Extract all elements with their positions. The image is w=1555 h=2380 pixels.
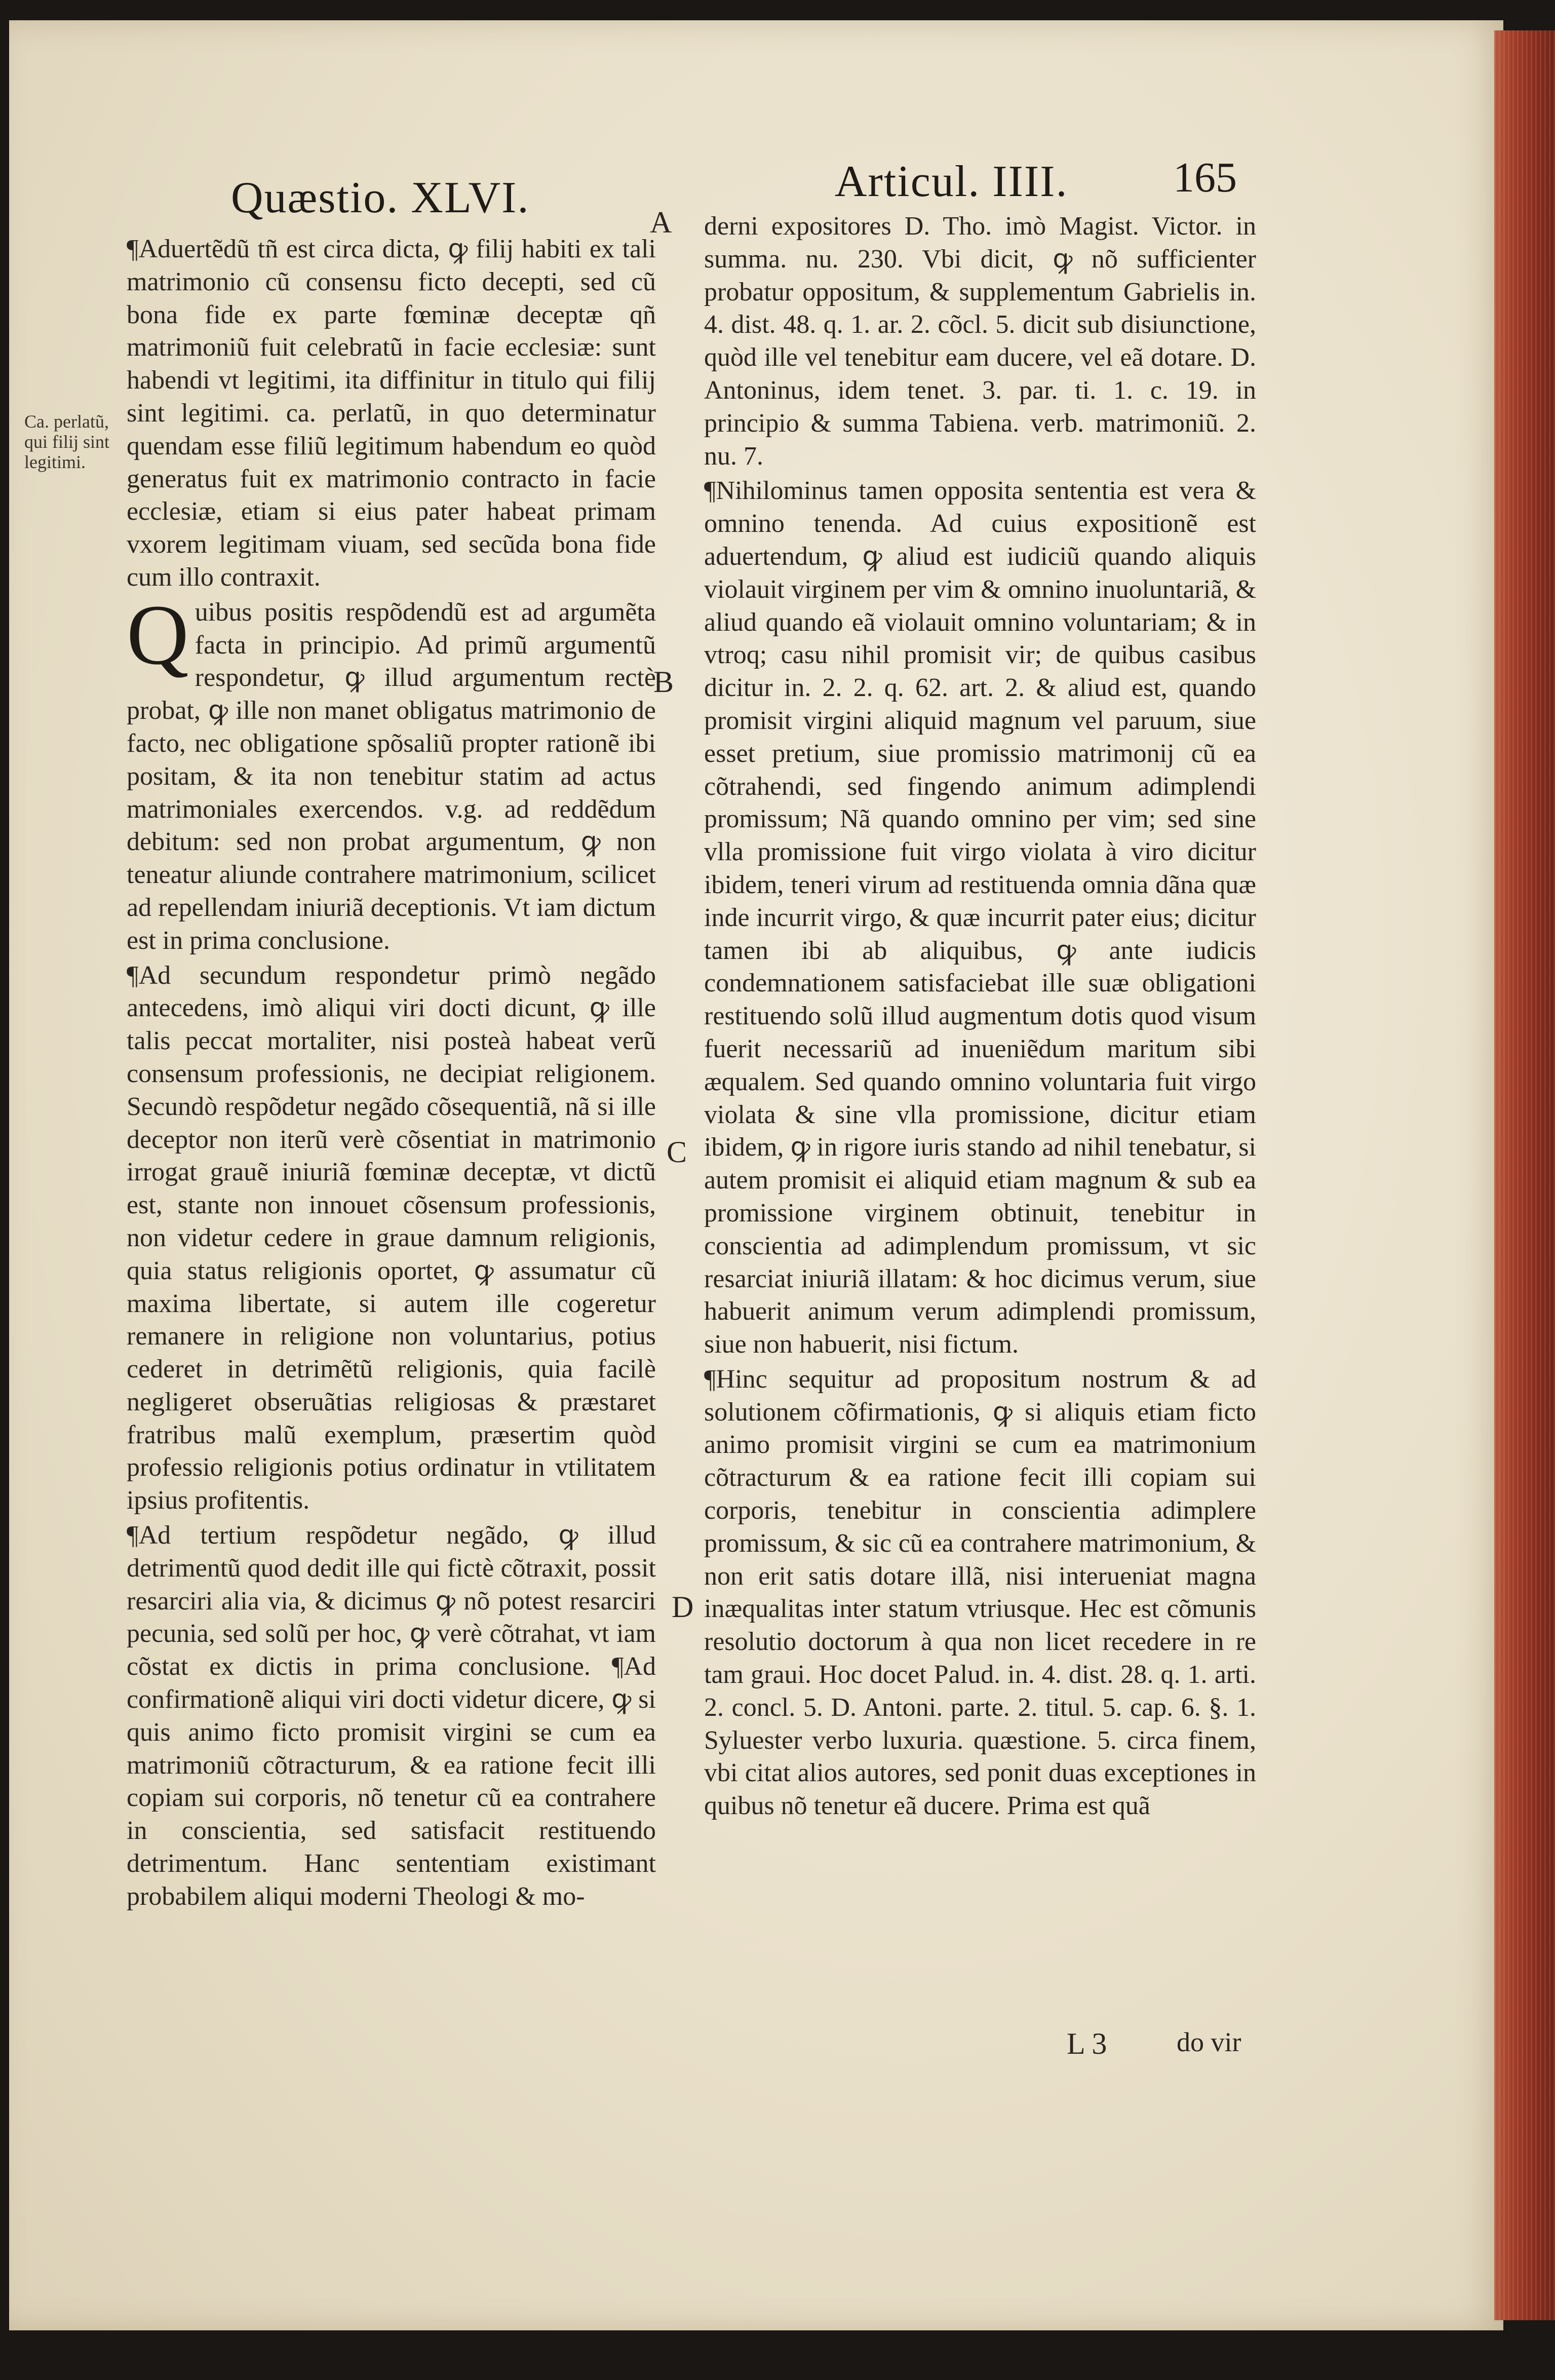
margin-note: Ca. perlatũ, qui filij sint legitimi. <box>24 411 110 472</box>
left-paragraph-2: Quibus positis respõdendũ est ad argumẽta facta in principio. Ad primũ argumentũ respondetur, ꝙ illud argumentum rectè probat, ꝙ ille non manet obligatus matrimonio de facto, nec obligatione spõsaliũ propter rationẽ ibi positam, & ita non tenebitur statim ad actus matrimoniales exercendos. v.g. ad reddẽdum debitum: sed non probat argumentum, ꝙ non teneatur aliunde contrahere matrimonium, scilicet ad repellendam iniuriã deceptionis. Vt iam dictum est in prima conclusione. <box>127 587 656 955</box>
right-paragraph-2: ¶Nihilominus tamen opposita sententia est vera & omnino tenenda. Ad cuius expositionẽ est aduertendum, ꝙ aliud est iudiciũ quando aliquis violauit virginem per vim & omnino inuoluntariã, & aliud quando eã violauit omnino voluntariam; & in vtroq; casu nihil promisit vir; de quibus casibus dicitur in. 2. 2. q. 62. art. 2. & aliud est, quando promisit virgini aliquid magnum vel paruum, siue esset pretium, siue promissio matrimonij cũ ea cõtrahendi, sed fingendo animum adimplendi promissum; Nã quando omnino per vim; sed sine vlla promissione fuit virgo violata à viro dicitur ibidem, teneri virum ad restituenda omnia dãna quæ inde incurrit virgo, & quæ incurrit pater eius; dicitur tamen ibi ab aliquibus, ꝙ ante iudicis condemnationem satisfaciebat ille suæ obligationi restituendo solũ illud augmentum dotis quod visum fuerit necessariũ ad inueniẽdum maritum sibi æqualem. Sed quando omnino voluntaria fuit virgo violata & sine vlla promissione, dicitur etiam ibidem, ꝙ in rigore iuris stando ad nihil tenebatur, si autem promisit ei aliquid etiam magnum & sub ea promissione virginem obtinuit, tenebitur in conscientia ad adimplendum promissum, vt sic resarciat iniuriã illatam: & hoc dicimus verum, siue habuerit animum verum adimplendi promissum, siue non habuerit, nisi fictum. <box>704 476 1256 1359</box>
section-letter-d: D <box>672 1590 694 1624</box>
left-column <box>127 233 656 1915</box>
page-edge <box>1494 30 1555 2320</box>
signature-mark: L 3 <box>1067 2027 1107 2060</box>
right-paragraph-3: ¶Hinc sequitur ad propositum nostrum & ad solutionem cõfirmationis, ꝙ si aliquis etiam ficto animo promisit virgini se cum ea matrimonium cõtracturum & ea ratione fecit illi copiam sui corporis, tenebitur in conscientia adimplere promissum, & sic cũ ea contrahere matrimonium, & non erit satis dotare illã, nisi interueniat magna inæqualitas inter statum vtriusque. Hec est cõmunis resolutio doctorum à qua non licet recedere in re tam graui. Hoc docet Palud. in. 4. dist. 28. q. 1. arti. 2. concl. 5. D. Antoni. parte. 2. titul. 5. cap. 6. §. 1. Syluester verbo luxuria. quæstione. 5. circa finem, vbi citat alios autores, sed ponit duas exceptiones in quibus nõ tenetur eã ducere. Prima est quã <box>704 1364 1256 1821</box>
book-page <box>9 20 1503 2330</box>
folio-number: 165 <box>1173 154 1237 201</box>
left-paragraph-4: ¶Ad tertium respõdetur negãdo, ꝙ illud detrimentũ quod dedit ille qui fictè cõtraxit, possit resarciri alia via, & dicimus ꝙ nõ potest resarciri pecunia, sed solũ per hoc, ꝙ verè cõtrahat, vt iam cõstat ex dictis in prima conclusione. ¶Ad confirmationẽ aliqui viri docti videtur dicere, ꝙ si quis animo ficto promisit virgini se cum ea matrimoniũ cõtracturum, & ea ratione fecit illi copiam sui corporis, nõ tenetur cũ ea contrahere in conscientia, sed satisfacit restituendo detrimentum. Hanc sententiam existimant probabilem aliqui moderni Theologi & mo- <box>127 1521 656 1911</box>
left-paragraph-1: ¶Aduertẽdũ tñ est circa dicta, ꝙ filij habiti ex tali matrimonio cũ consensu ficto decepti, sed cũ bona fide ex parte fœminæ deceptæ qñ matrimoniũ fuit celebratũ in facie ecclesiæ: sunt habendi vt legitimi, ita diffinitur in titulo qui filij sint legitimi. ca. perlatũ, in quo determinatur quendam esse filiũ legitimum habendum eo quòd generatus fuit ex matrimonio contracto in facie ecclesiæ, etiam si eius pater habeat primam vxorem legitimam viuam, sed secũda bona fide cum illo contraxit. <box>127 235 656 592</box>
running-head-right: Articul. IIII. <box>835 157 1068 206</box>
section-letter-a: A <box>650 206 672 239</box>
section-letter-b: B <box>653 665 674 699</box>
catchword: do vir <box>1177 2027 1241 2057</box>
right-column <box>704 210 1256 1825</box>
right-paragraph-1: derni expositores D. Tho. imò Magist. Victor. in summa. nu. 230. Vbi dicit, ꝙ nõ sufficienter probatur oppositum, & supplementum Gabrielis in. 4. dist. 48. q. 1. ar. 2. cõcl. 5. dicit sub disiunctione, quòd ille vel tenebitur eam ducere, vel eã dotare. D. Antoninus, idem tenet. 3. par. ti. 1. c. 19. in principio & summa Tabiena. verb. matrimoniũ. 2. nu. 7. <box>704 212 1256 471</box>
left-paragraph-3: ¶Ad secundum respondetur primò negãdo antecedens, imò aliqui viri docti dicunt, ꝙ ille talis peccat mortaliter, nisi posteà habeat verũ consensum professionis, ne decipiat religionem. Secundò respõdetur negãdo cõsequentiã, nã si ille deceptor non iterũ verè cõsentiat in matrimonio irrogat grauẽ iniuriã fœminæ deceptæ, vt dictũ est, stante non innouet cõsensum professionis, non videtur cedere in graue damnum religionis, quia status religionis oportet, ꝙ assumatur cũ maxima libertate, si autem ille cogeretur remanere in religione non voluntarius, potius cederet in detrimẽtũ religionis, quia facilè negligeret obseruãtias religiosas & præstaret fratribus malũ exemplum, præsertim quòd professio religionis potius ordinatur in vtilitatem ipsius profitentis. <box>127 961 656 1515</box>
section-letter-c: C <box>667 1135 687 1169</box>
running-head-left: Quæstio. XLVI. <box>231 173 530 222</box>
